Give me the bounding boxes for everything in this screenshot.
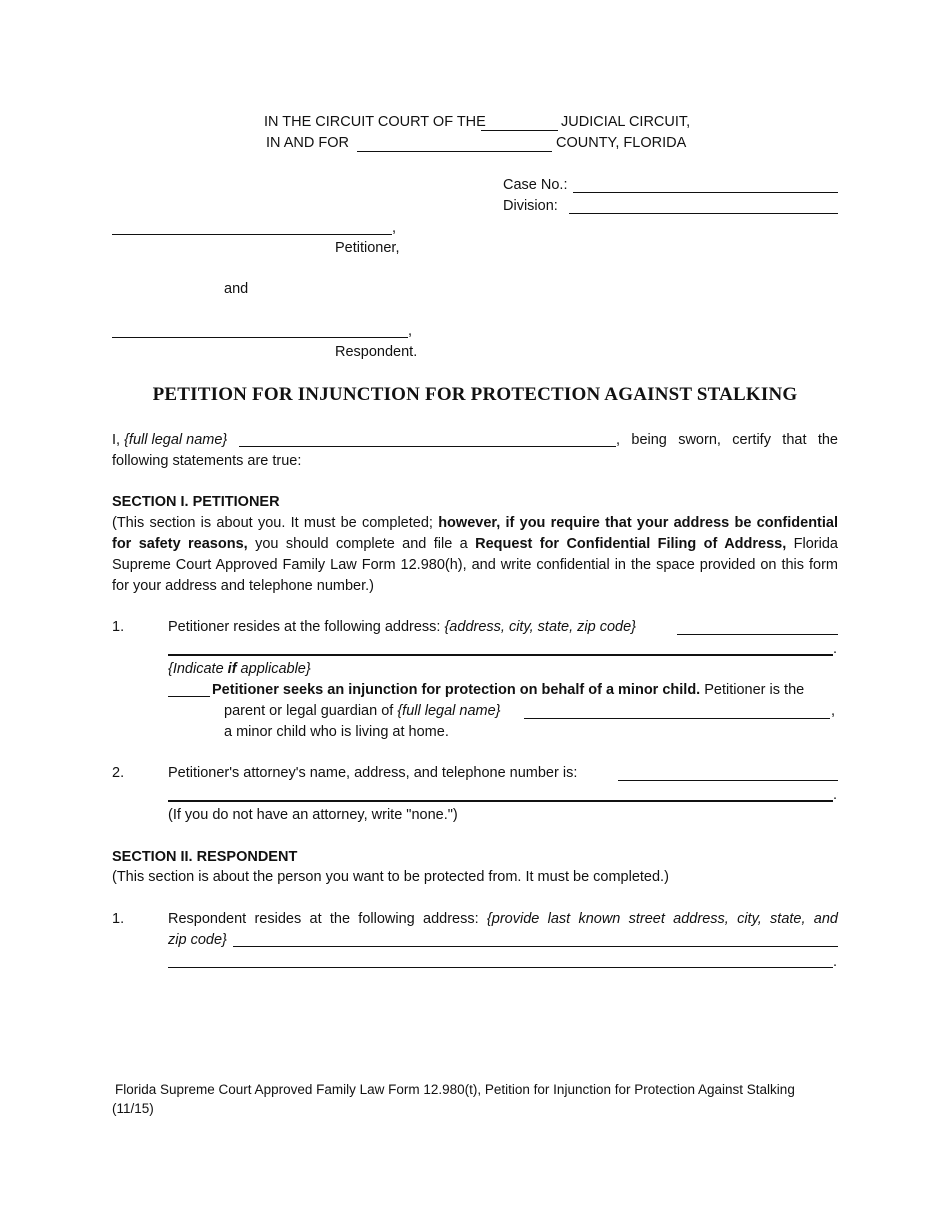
- petitioner-address-blank-1[interactable]: [677, 634, 838, 635]
- county-blank[interactable]: [357, 151, 552, 152]
- page-title: PETITION FOR INJUNCTION FOR PROTECTION AGAINST STALKING: [152, 384, 798, 405]
- respondent-address-hint: {provide last known street address, city, state, and: [486, 911, 838, 927]
- section2-heading: SECTION II. RESPONDENT: [112, 849, 298, 865]
- item2-number: 2.: [112, 765, 125, 781]
- section1-intro: [112, 513, 838, 597]
- item1-label: Petitioner resides at the following address:: [168, 619, 441, 635]
- section2-item1-period: .: [833, 954, 838, 970]
- minor-child-bold: Petitioner seeks an injunction for protection on behalf of a minor child.: [212, 682, 701, 698]
- oath-prefix: I,: [112, 432, 121, 448]
- case-no-label: Case No.:: [503, 177, 568, 193]
- minor-child-comma: ,: [831, 703, 836, 719]
- footer-revision-date: (11/15): [112, 1101, 154, 1116]
- guardian-name-hint: {full legal name}: [397, 703, 501, 719]
- section1-intro-text: (This section is about you. It must be completed;: [112, 515, 433, 531]
- item1-hint: {address, city, state, zip code}: [444, 619, 637, 635]
- minor-child-line3: a minor child who is living at home.: [224, 724, 449, 740]
- respondent-label: Respondent.: [335, 344, 418, 360]
- county-prefix: IN AND FOR: [266, 135, 349, 151]
- respondent-address-label: Respondent resides at the following address:: [168, 911, 479, 927]
- item2-note: (If you do not have an attorney, write "none."): [168, 807, 458, 823]
- indicate-hint-c: applicable}: [236, 661, 311, 677]
- section2-item1-line1: [168, 910, 838, 928]
- respondent-address-blank-2[interactable]: [168, 967, 833, 968]
- indicate-hint: [168, 660, 311, 678]
- item1-number: 1.: [112, 619, 125, 635]
- minor-child-line1: [212, 681, 804, 699]
- division-blank[interactable]: [569, 213, 838, 214]
- section1-intro-text2: you should complete and file a: [255, 536, 468, 552]
- indicate-hint-a: {Indicate: [168, 661, 228, 677]
- oath-name-blank[interactable]: [239, 446, 616, 447]
- petitioner-label: Petitioner,: [335, 240, 400, 256]
- section1-intro-text3: Florida Supreme Court Approved Family Law Form 12.980(h), and write confidential in the space provided on this form for your address and telephone number.): [112, 536, 838, 594]
- division-label: Division:: [503, 198, 558, 214]
- guardian-label: parent or legal guardian of: [224, 703, 394, 719]
- and-label: and: [224, 281, 249, 297]
- attorney-info-blank-1[interactable]: [618, 780, 838, 781]
- section1-intro-form-name: Request for Confidential Filing of Address,: [475, 536, 787, 552]
- respondent-name-blank[interactable]: [112, 337, 408, 338]
- footer-form-reference: Florida Supreme Court Approved Family Law Form 12.980(t), Petition for Injunction for Protection Against Stalking: [115, 1082, 795, 1097]
- section2-item1-number: 1.: [112, 911, 125, 927]
- court-suffix: JUDICIAL CIRCUIT,: [561, 114, 691, 130]
- minor-child-text: Petitioner is the: [704, 682, 805, 698]
- section2-intro: (This section is about the person you want to be protected from. It must be completed.): [112, 869, 669, 885]
- item1-period: .: [833, 641, 838, 657]
- indicate-hint-b: if: [227, 661, 237, 677]
- oath-line2: following statements are true:: [112, 453, 302, 469]
- case-no-blank[interactable]: [573, 192, 838, 193]
- respondent-comma: ,: [408, 323, 413, 339]
- respondent-address-hint-2: zip code}: [168, 932, 227, 948]
- court-prefix: IN THE CIRCUIT COURT OF THE: [264, 114, 486, 130]
- minor-child-line2: [224, 702, 501, 720]
- petitioner-address-blank-2[interactable]: [168, 654, 833, 656]
- item2-period: .: [833, 787, 838, 803]
- minor-child-name-blank[interactable]: [524, 718, 830, 719]
- respondent-address-blank-1[interactable]: [233, 946, 838, 947]
- attorney-info-blank-2[interactable]: [168, 800, 833, 802]
- item2-text: Petitioner's attorney's name, address, and telephone number is:: [168, 765, 578, 781]
- section1-intro-bold: however, if you require that your address be confidential for safety reasons,: [112, 515, 839, 552]
- minor-child-check-blank[interactable]: [168, 696, 210, 697]
- petitioner-comma: ,: [392, 220, 397, 236]
- oath-suffix: , being sworn, certify that the: [616, 432, 838, 448]
- item1-text: [168, 618, 636, 636]
- oath-name-hint: {full legal name}: [124, 432, 228, 448]
- petitioner-name-blank[interactable]: [112, 234, 392, 235]
- county-suffix: COUNTY, FLORIDA: [556, 135, 687, 151]
- judicial-circuit-blank[interactable]: [481, 130, 558, 131]
- section1-heading: SECTION I. PETITIONER: [112, 494, 280, 510]
